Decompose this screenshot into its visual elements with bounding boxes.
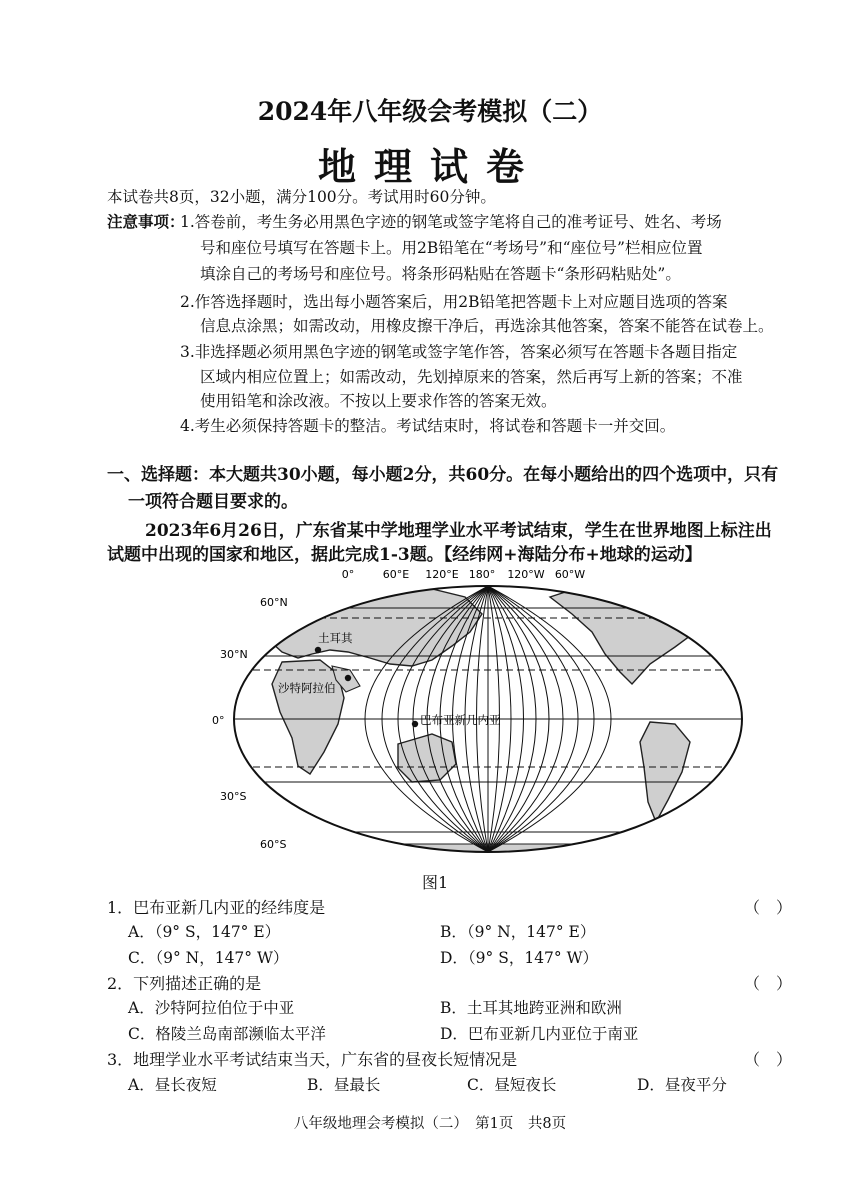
lon-label-60w: 60°W: [554, 568, 586, 581]
passage-line-2: 试题中出现的国家和地区，据此完成1-3题。【经纬网+海陆分布+地球的运动】: [107, 545, 702, 565]
notice-3-line-2: 区域内相应位置上；如需改动，先划掉原来的答案，然后再写上新的答案；不准: [200, 368, 743, 386]
question-1-option-a: A．（9° S，147° E）: [128, 923, 281, 941]
question-2-option-c: C．格陵兰岛南部濒临太平洋: [128, 1025, 326, 1043]
lon-label-120e: 120°E: [425, 568, 459, 581]
lon-label-60e: 60°E: [382, 568, 410, 581]
lat-label-30n: 30°N: [220, 648, 248, 661]
section-1-heading-line-2: 一项符合题目要求的。: [128, 492, 298, 512]
exam-subject-title: 地理试卷: [317, 144, 542, 189]
lon-label-0: 0°: [341, 568, 355, 581]
place-label-turkey: 土耳其: [318, 631, 353, 645]
marker-papua-new-guinea: [412, 721, 418, 727]
lat-label-0: 0°: [212, 714, 225, 727]
question-2-option-a: A．沙特阿拉伯位于中亚: [128, 999, 295, 1017]
place-label-papua-new-guinea: 巴布亚新几内亚: [420, 713, 501, 727]
landmass-greenland: [690, 578, 730, 614]
lat-label-60s: 60°S: [260, 838, 287, 851]
question-3-option-b: B．昼最长: [307, 1076, 381, 1094]
notice-2-line-2: 信息点涂黑；如需改动，用橡皮擦干净后，再选涂其他答案，答案不能答在试卷上。: [200, 317, 774, 335]
question-3-stem: 3．地理学业水平考试结束当天，广东省的昼夜长短情况是: [107, 1050, 518, 1069]
question-2-option-d: D．巴布亚新几内亚位于南亚: [440, 1025, 639, 1043]
exam-title: 2024年八年级会考模拟（二）: [257, 97, 603, 126]
passage-line-1: 2023年6月26日，广东省某中学地理学业水平考试结束，学生在世界地图上标注出: [145, 521, 772, 541]
notice-1-line-3: 填涂自己的考场号和座位号。将条形码粘贴在答题卡“条形码粘贴处”。: [200, 265, 681, 283]
marker-turkey: [315, 647, 321, 653]
question-3-answer-blank: （ ）: [744, 1050, 793, 1069]
notice-1-line-2: 号和座位号填写在答题卡上。用2B铅笔在“考场号”和“座位号”栏相应位置: [200, 239, 703, 257]
question-2-option-b: B．土耳其地跨亚洲和欧洲: [440, 999, 622, 1017]
question-3-option-c: C．昼短夜长: [467, 1076, 557, 1094]
question-2-stem: 2．下列描述正确的是: [107, 974, 262, 993]
notice-4-line-1: 4.考生必须保持答题卡的整洁。考试结束时，将试卷和答题卡一并交回。: [180, 417, 676, 435]
exam-intro: 本试卷共8页，32小题，满分100分。考试用时60分钟。: [107, 188, 496, 206]
notice-3-line-1: 3.非选择题必须用黑色字迹的钢笔或签字笔作答，答案必须写在答题卡各题目指定: [180, 343, 738, 361]
question-1-option-b: B．（9° N，147° E）: [440, 923, 596, 941]
question-3-option-d: D．昼夜平分: [637, 1076, 727, 1094]
notice-3-line-3: 使用铅笔和涂改液。不按以上要求作答的答案无效。: [200, 392, 557, 410]
page-footer: 八年级地理会考模拟（二） 第1页 共8页: [293, 1116, 567, 1132]
question-1-answer-blank: （ ）: [744, 898, 793, 917]
place-label-saudi-arabia: 沙特阿拉伯: [278, 681, 336, 695]
question-1-stem: 1．巴布亚新几内亚的经纬度是: [107, 898, 326, 917]
notice-label: 注意事项：: [107, 212, 185, 231]
lat-label-60n: 60°N: [260, 596, 288, 609]
question-1-option-c: C．（9° N，147° W）: [128, 949, 289, 967]
notice-2-line-1: 2.作答选择题时，选出每小题答案后，用2B铅笔把答题卡上对应题目选项的答案: [180, 293, 728, 311]
section-1-heading: 一、选择题：本大题共30小题，每小题2分，共60分。在每小题给出的四个选项中，只有: [107, 465, 779, 485]
question-2-answer-blank: （ ）: [744, 974, 793, 993]
question-3-option-a: A．昼长夜短: [128, 1076, 217, 1094]
lat-label-30s: 30°S: [220, 790, 247, 803]
question-1-option-d: D．（9° S，147° W）: [440, 949, 599, 967]
figure-caption: 图1: [422, 873, 449, 892]
lon-label-180: 180°: [468, 568, 496, 581]
lon-label-120w: 120°W: [507, 568, 545, 581]
marker-saudi-arabia: [345, 675, 351, 681]
map-body: [220, 562, 765, 862]
notice-1-line-1: 1.答卷前，考生务必用黑色字迹的钢笔或签字笔将自己的准考证号、姓名、考场: [180, 213, 722, 231]
world-map: [212, 562, 765, 862]
